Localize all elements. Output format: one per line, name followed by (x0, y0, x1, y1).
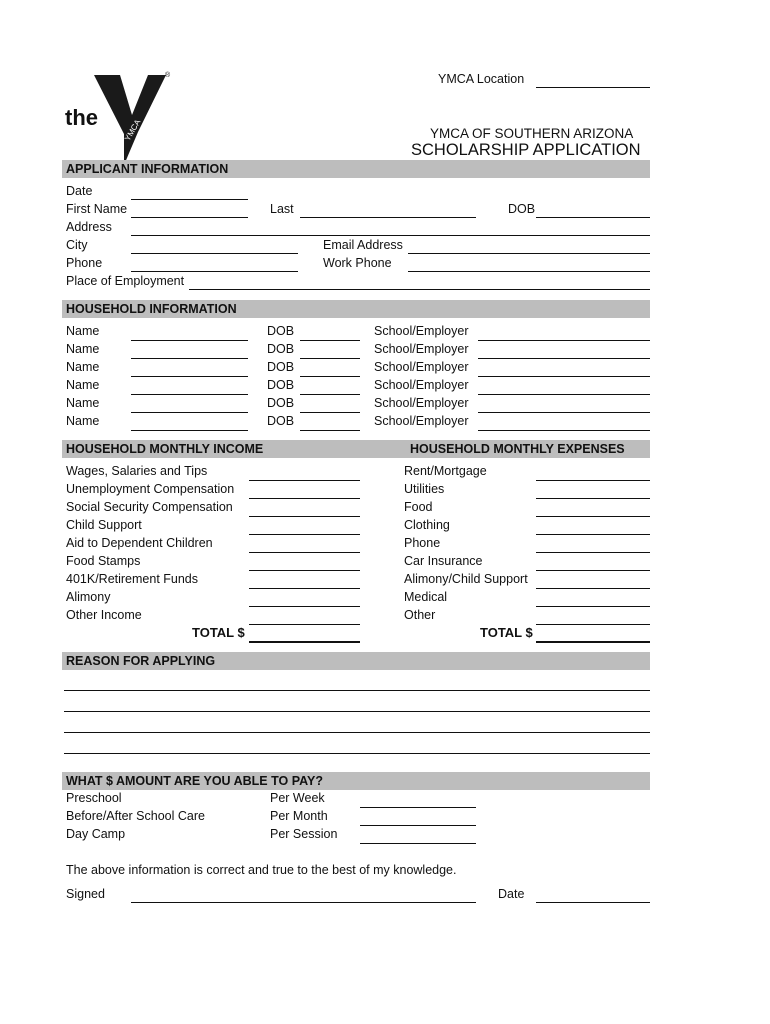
date-label: Date (66, 184, 93, 198)
expense-item-field[interactable] (536, 588, 650, 589)
payment-program-label: Before/After School Care (66, 809, 205, 823)
household-name-field[interactable] (131, 430, 248, 431)
household-school-field[interactable] (478, 340, 650, 341)
household-dob-label: DOB (267, 378, 295, 392)
income-item-label: Aid to Dependent Children (66, 536, 213, 550)
employment-field[interactable] (189, 289, 650, 290)
expense-item-label: Food (404, 500, 433, 514)
income-item-field[interactable] (249, 534, 360, 535)
payment-program-label: Preschool (66, 791, 122, 805)
expense-item-field[interactable] (536, 570, 650, 571)
household-school-label: School/Employer (374, 378, 469, 392)
reason-line[interactable] (64, 732, 650, 733)
last-name-field[interactable] (300, 217, 476, 218)
expense-item-field[interactable] (536, 552, 650, 553)
org-name: YMCA OF SOUTHERN ARIZONA (430, 126, 634, 141)
payment-amount-field[interactable] (360, 807, 476, 808)
email-label: Email Address (323, 238, 403, 252)
income-total-field[interactable] (249, 641, 360, 643)
household-school-label: School/Employer (374, 324, 469, 338)
first-name-field[interactable] (131, 217, 248, 218)
income-item-label: Child Support (66, 518, 142, 532)
address-field[interactable] (131, 235, 650, 236)
phone-label: Phone (66, 256, 103, 270)
reason-section-title: REASON FOR APPLYING (66, 654, 216, 668)
household-name-label: Name (66, 324, 100, 338)
income-item-field[interactable] (249, 624, 360, 625)
payment-program-label: Day Camp (66, 827, 126, 841)
household-school-label: School/Employer (374, 360, 469, 374)
applicant-section-title: APPLICANT INFORMATION (66, 162, 229, 176)
income-item-label: Unemployment Compensation (66, 482, 235, 496)
ymca-location-label: YMCA Location (438, 72, 525, 86)
reason-line[interactable] (64, 753, 650, 754)
address-label: Address (66, 220, 112, 234)
household-name-field[interactable] (131, 394, 248, 395)
household-school-field[interactable] (478, 376, 650, 377)
expense-item-field[interactable] (536, 606, 650, 607)
first-name-label: First Name (66, 202, 128, 216)
signature-date-field[interactable] (536, 902, 650, 903)
expense-item-label: Medical (404, 590, 448, 604)
household-dob-field[interactable] (300, 376, 360, 377)
expense-item-field[interactable] (536, 480, 650, 481)
income-total-label: TOTAL $ (192, 625, 245, 640)
household-dob-field[interactable] (300, 340, 360, 341)
city-field[interactable] (131, 253, 298, 254)
household-school-label: School/Employer (374, 396, 469, 410)
expense-item-field[interactable] (536, 498, 650, 499)
expense-item-field[interactable] (536, 534, 650, 535)
income-item-field[interactable] (249, 480, 360, 481)
income-item-field[interactable] (249, 498, 360, 499)
income-item-field[interactable] (249, 516, 360, 517)
work-phone-label: Work Phone (323, 256, 392, 270)
household-school-field[interactable] (478, 358, 650, 359)
expense-item-label: Utilities (404, 482, 445, 496)
expense-item-field[interactable] (536, 516, 650, 517)
income-item-label: Other Income (66, 608, 142, 622)
household-dob-field[interactable] (300, 358, 360, 359)
household-dob-label: DOB (267, 414, 295, 428)
certification-statement: The above information is correct and true to the best of my knowledge. (66, 863, 457, 877)
household-name-label: Name (66, 414, 100, 428)
household-name-label: Name (66, 360, 100, 374)
income-item-label: Wages, Salaries and Tips (66, 464, 208, 478)
expense-item-label: Rent/Mortgage (404, 464, 487, 478)
logo-trademark: ® (165, 72, 171, 79)
household-dob-field[interactable] (300, 412, 360, 413)
payment-amount-field[interactable] (360, 825, 476, 826)
payment-period-label: Per Month (270, 809, 328, 823)
payment-amount-field[interactable] (360, 843, 476, 844)
expense-item-label: Alimony/Child Support (404, 572, 528, 586)
applicant-dob-label: DOB (508, 202, 536, 216)
expense-item-label: Phone (404, 536, 441, 550)
household-name-label: Name (66, 342, 100, 356)
expense-item-field[interactable] (536, 624, 650, 625)
household-school-field[interactable] (478, 430, 650, 431)
reason-line[interactable] (64, 690, 650, 691)
ymca-location-field[interactable] (536, 87, 650, 88)
household-school-field[interactable] (478, 412, 650, 413)
household-school-field[interactable] (478, 394, 650, 395)
signature-date-label: Date (498, 887, 525, 901)
applicant-dob-field[interactable] (536, 217, 650, 218)
expense-item-label: Other (404, 608, 436, 622)
income-item-field[interactable] (249, 606, 360, 607)
expenses-section-title: HOUSEHOLD MONTHLY EXPENSES (410, 442, 625, 456)
form-title: SCHOLARSHIP APPLICATION (411, 141, 641, 159)
household-dob-field[interactable] (300, 430, 360, 431)
income-item-field[interactable] (249, 552, 360, 553)
household-section-title: HOUSEHOLD INFORMATION (66, 302, 237, 316)
income-item-label: Social Security Compensation (66, 500, 233, 514)
city-label: City (66, 238, 88, 252)
household-name-field[interactable] (131, 376, 248, 377)
income-section-title: HOUSEHOLD MONTHLY INCOME (66, 442, 264, 456)
household-dob-label: DOB (267, 324, 295, 338)
income-item-field[interactable] (249, 588, 360, 589)
payment-period-label: Per Session (270, 827, 338, 841)
logo-the-text: the (65, 105, 98, 130)
household-name-label: Name (66, 396, 100, 410)
expense-item-label: Clothing (404, 518, 450, 532)
expense-item-label: Car Insurance (404, 554, 483, 568)
household-name-label: Name (66, 378, 100, 392)
income-item-label: Alimony (66, 590, 111, 604)
ymca-logo (62, 70, 182, 170)
household-dob-field[interactable] (300, 394, 360, 395)
last-name-label: Last (270, 202, 294, 216)
household-school-label: School/Employer (374, 414, 469, 428)
reason-line[interactable] (64, 711, 650, 712)
household-dob-label: DOB (267, 342, 295, 356)
signature-field[interactable] (131, 902, 476, 903)
work-phone-field[interactable] (408, 271, 650, 272)
household-dob-label: DOB (267, 360, 295, 374)
household-name-field[interactable] (131, 340, 248, 341)
income-item-label: 401K/Retirement Funds (66, 572, 199, 586)
date-field[interactable] (131, 199, 248, 200)
payment-section-title: WHAT $ AMOUNT ARE YOU ABLE TO PAY? (66, 774, 323, 788)
income-item-label: Food Stamps (66, 554, 141, 568)
expenses-total-label: TOTAL $ (480, 625, 533, 640)
email-field[interactable] (408, 253, 650, 254)
signed-label: Signed (66, 887, 105, 901)
logo-ymca-small-text: YMCA (123, 117, 143, 143)
payment-period-label: Per Week (270, 791, 325, 805)
employment-label: Place of Employment (66, 274, 185, 288)
household-school-label: School/Employer (374, 342, 469, 356)
household-name-field[interactable] (131, 412, 248, 413)
household-name-field[interactable] (131, 358, 248, 359)
expenses-total-field[interactable] (536, 641, 650, 643)
income-item-field[interactable] (249, 570, 360, 571)
phone-field[interactable] (131, 271, 298, 272)
household-dob-label: DOB (267, 396, 295, 410)
